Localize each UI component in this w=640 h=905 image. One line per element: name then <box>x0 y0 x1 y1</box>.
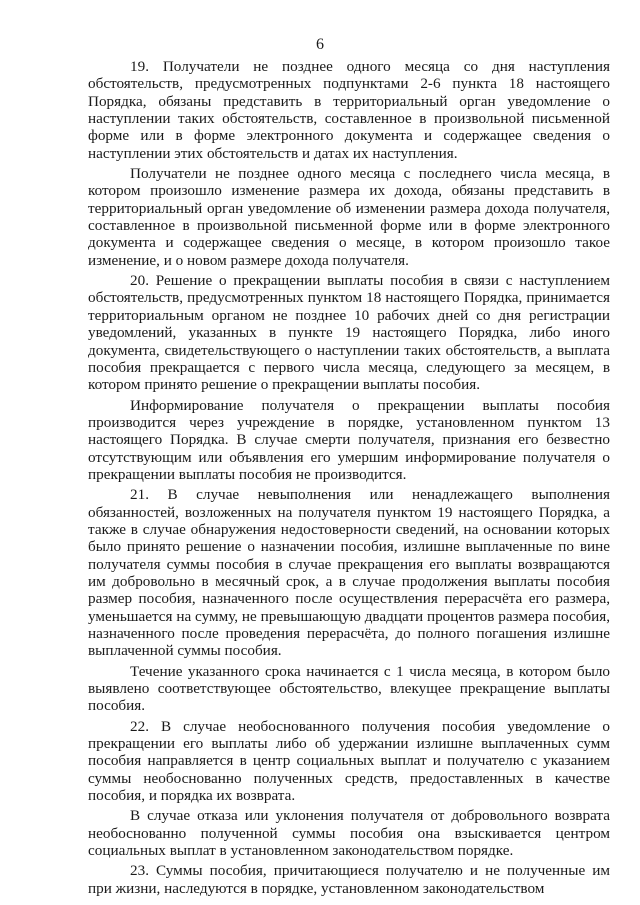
paragraph-21-term: Течение указанного срока начинается с 1 числа месяца, в котором было выявлено соответствующее обстоятельство, влекущее прекращение выплаты пособия. <box>88 662 610 715</box>
paragraph-20: 20. Решение о прекращении выплаты пособия в связи с наступлением обстоятельств, предусмотренных пунктом 18 настоящего Порядка, принимается территориальным органом не позднее 10 рабочих дней со дня регистрации уведомлений, указанных в пункте 19 настоящего Порядка, либо иного документа, свидетельствующего о наступлении таких обстоятельств, а выплата пособия прекращается с первого числа месяца, следующего за месяцем, в котором принято решение о прекращении выплаты пособия. <box>88 272 610 394</box>
paragraph-22-refusal: В случае отказа или уклонения получателя от добровольного возврата необоснованно полученной суммы пособия она взыскивается центром социальных выплат в установленном законодательством порядке. <box>88 807 610 860</box>
paragraph-21: 21. В случае невыполнения или ненадлежащего выполнения обязанностей, возложенных на получателя пунктом 19 настоящего Порядка, а также в случае обнаружения недостоверности сведений, на основании которых было принято решение о назначении пособия, излишне выплаченные по вине получателя суммы пособия в случае прекращения его выплаты возвращаются им добровольно в месячный срок, а в случае продолжения выплаты пособия размер пособия, назначенного после осуществления перерасчёта его размера, уменьшается на сумму, не превышающую двадцати процентов размера пособия, назначенного после проведения перерасчёта, до полного погашения излишне выплаченной суммы пособия. <box>88 486 610 660</box>
paragraph-23: 23. Суммы пособия, причитающиеся получателю и не полученные им при жизни, наследуются в порядке, установленном законодательством <box>88 862 610 897</box>
page-number: 6 <box>316 36 324 53</box>
body-text <box>88 58 610 900</box>
paragraph-20-informing: Информирование получателя о прекращении выплаты пособия производится через учреждение в порядке, установленном пунктом 13 настоящего Порядка. В случае смерти получателя, признания его безвестно отсутствующим или объявления его умершим информирование получателя о прекращении выплаты пособия не производится. <box>88 396 610 483</box>
paragraph-22: 22. В случае необоснованного получения пособия уведомление о прекращении его выплаты либо об удержании излишне выплаченных сумм пособия направляется в центр социальных выплат и получателю с указанием суммы необоснованно полученных средств, предоставленных в качестве пособия, и порядка их возврата. <box>88 717 610 805</box>
paragraph-19-income-change: Получатели не позднее одного месяца с последнего числа месяца, в котором произошло изменение размера их дохода, обязаны представить в территориальный орган уведомление об изменении размера дохода получателя, составленное в произвольной письменной форме или в форме электронного документа и содержащее сведения о месяце, в котором произошло такое изменение, и о новом размере дохода получателя. <box>88 165 610 269</box>
paragraph-19: 19. Получатели не позднее одного месяца со дня наступления обстоятельств, предусмотренных подпунктами 2-6 пункта 18 настоящего Порядка, обязаны представить в территориальный орган уведомление о наступлении таких обстоятельств, составленное в произвольной письменной форме или в форме электронного документа и содержащее сведения о наступлении этих обстоятельств и датах их наступления. <box>88 58 610 162</box>
